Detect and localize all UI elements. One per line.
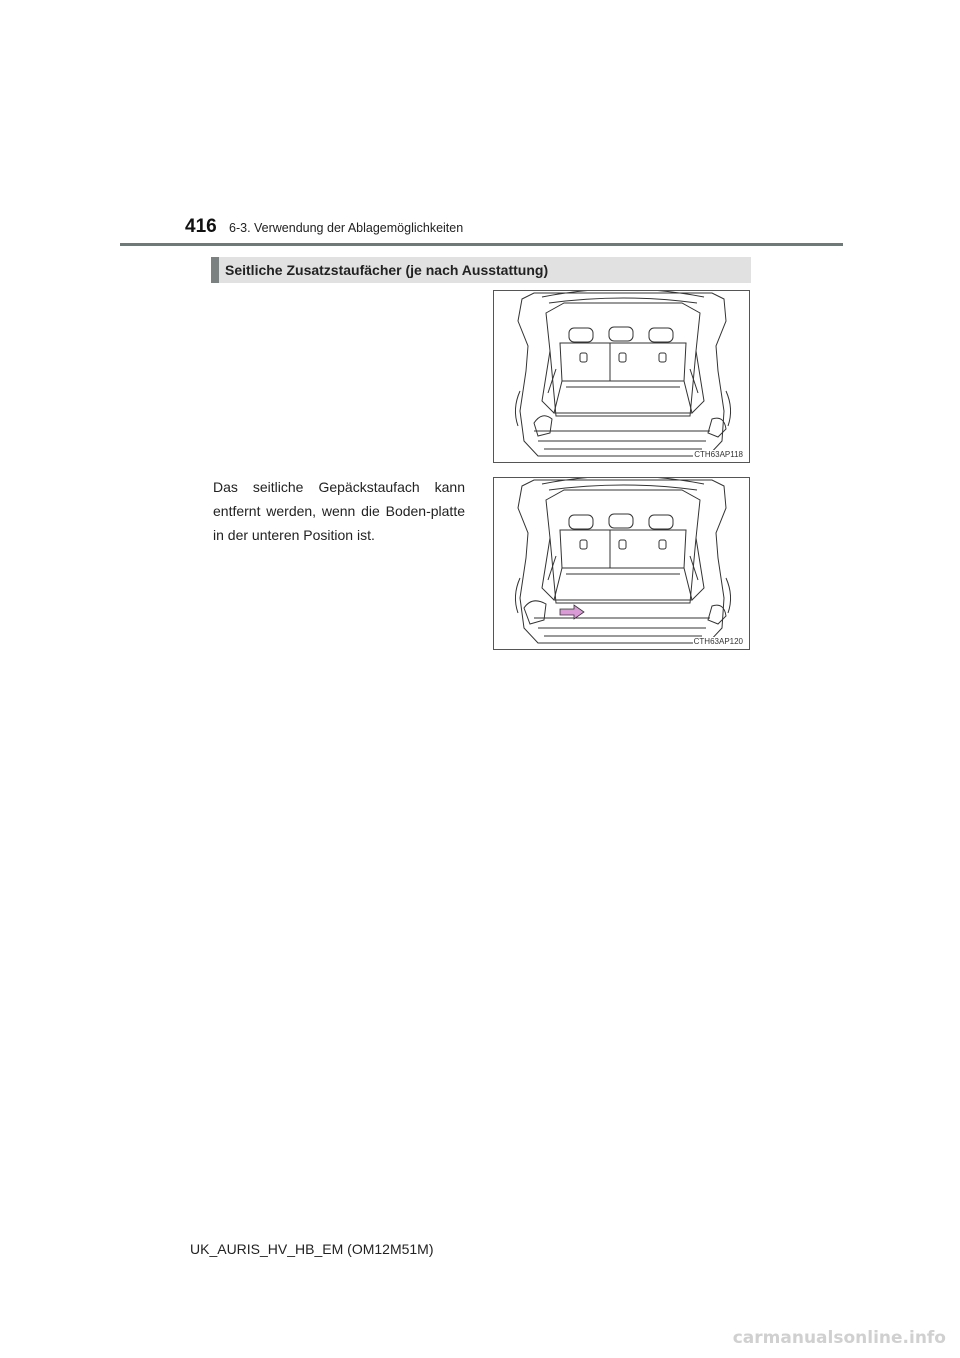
footer-doc-id: UK_AURIS_HV_HB_EM (OM12M51M) bbox=[190, 1241, 434, 1257]
figure-trunk-side-compartment bbox=[493, 290, 750, 463]
figure-code: CTH63AP118 bbox=[694, 450, 743, 459]
trunk-illustration bbox=[494, 291, 750, 463]
running-head: 6-3. Verwendung der Ablagemöglichkeiten bbox=[229, 221, 464, 235]
header-rule bbox=[120, 243, 843, 246]
section-heading-bar bbox=[211, 257, 751, 283]
figure-code: CTH63AP120 bbox=[693, 637, 743, 646]
section-title: Seitliche Zusatzstaufächer (je nach Ausstattung) bbox=[225, 262, 549, 278]
section-heading-accent bbox=[211, 257, 219, 283]
trunk-illustration-removal bbox=[494, 478, 750, 650]
watermark-logo: carmanualsonline.info bbox=[732, 1328, 946, 1348]
figure-trunk-side-compartment-removal bbox=[493, 477, 750, 650]
body-paragraph: Das seitliche Gepäckstaufach kann entfernt werden, wenn die Boden-platte in der unteren Position ist. bbox=[213, 479, 465, 543]
page-number: 416 bbox=[185, 216, 217, 237]
removal-arrow-icon bbox=[560, 605, 584, 619]
